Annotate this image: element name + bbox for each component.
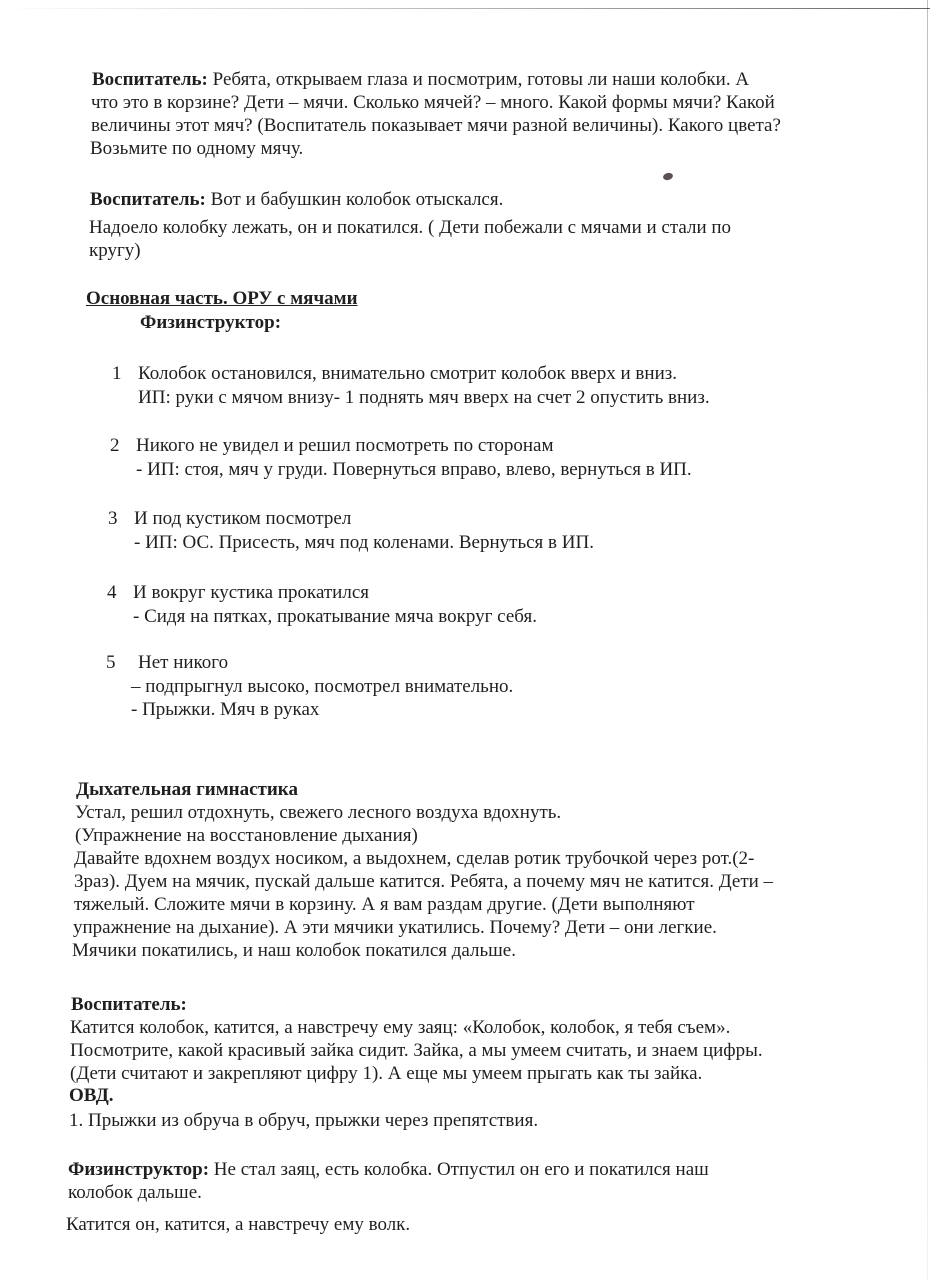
p3-line-1: Катится колобок, катится, а навстречу ему заяц: «Колобок, колобок, я тебя съем». xyxy=(70,1017,731,1038)
p4-line-1: Физинструктор: Не стал заяц, есть колобка. Отпустил он его и покатился наш xyxy=(68,1159,709,1180)
breathing-line-4: 3раз). Дуем на мячик, пускай дальше катится. Ребята, а почему мяч не катится. Дети – xyxy=(74,871,774,892)
p4-line-3: Катится он, катится, а навстречу ему волк. xyxy=(66,1214,411,1235)
exercise-1-detail: ИП: руки с мячом внизу- 1 поднять мяч вверх на счет 2 опустить вниз. xyxy=(138,387,710,408)
breathing-title: Дыхательная гимнастика xyxy=(76,779,298,800)
exercise-2-detail: - ИП: стоя, мяч у груди. Повернуться вправо, влево, вернуться в ИП. xyxy=(136,459,692,480)
ovd-line: 1. Прыжки из обруча в обруч, прыжки через препятствия. xyxy=(69,1110,539,1131)
breathing-line-3: Давайте вдохнем воздух носиком, а выдохнем, сделав ротик трубочкой через рот.(2- xyxy=(74,848,755,869)
exercise-2-number: 2 xyxy=(110,435,120,456)
breathing-line-2: (Упражнение на восстановление дыхания) xyxy=(75,825,418,846)
exercise-3-number: 3 xyxy=(108,508,118,529)
p2-line-2: Надоело колобку лежать, он и покатился. ( Дети побежали с мячами и стали по xyxy=(89,217,732,238)
p1-line-4: Возьмите по одному мячу. xyxy=(90,138,304,159)
p4-line-2: колобок дальше. xyxy=(68,1182,202,1203)
exercise-4-title: И вокруг кустика прокатился xyxy=(133,582,370,603)
exercise-2-title: Никого не увидел и решил посмотреть по сторонам xyxy=(136,435,554,456)
ink-speck xyxy=(662,172,673,181)
exercise-5-number: 5 xyxy=(106,652,116,673)
p1-line-3: величины этот мяч? (Воспитатель показывает мячи разной величины). Какого цвета? xyxy=(91,115,781,136)
section-title: Основная часть. ОРУ с мячами xyxy=(86,288,358,309)
exercise-3-detail: - ИП: ОС. Присесть, мяч под коленами. Вернуться в ИП. xyxy=(134,532,594,553)
p4-speaker-label: Физинструктор: xyxy=(68,1159,210,1180)
p3-line-2: Посмотрите, какой красивый зайка сидит. Зайка, а мы умеем считать, и знаем цифры. xyxy=(70,1040,763,1061)
p2-line-3: кругу) xyxy=(89,240,141,261)
p3-line-3: (Дети считают и закрепляют цифру 1). А еще мы умеем прыгать как ты зайка. xyxy=(70,1063,703,1084)
p3-speaker-label: Воспитатель: xyxy=(71,994,187,1015)
exercise-1-number: 1 xyxy=(112,363,122,384)
section-subtitle: Физинструктор: xyxy=(140,312,282,333)
p1-line-1: Воспитатель: Ребята, открываем глаза и посмотрим, готовы ли наши колобки. А xyxy=(92,69,750,90)
p1-line-2: что это в корзине? Дети – мячи. Сколько мячей? – много. Какой формы мячи? Какой xyxy=(91,92,775,113)
breathing-line-1: Устал, решил отдохнуть, свежего лесного воздуха вдохнуть. xyxy=(75,802,562,823)
exercise-4-number: 4 xyxy=(107,582,117,603)
breathing-line-5: тяжелый. Сложите мячи в корзину. А я вам раздам другие. (Дети выполняют xyxy=(74,894,695,915)
p2-speaker-label: Воспитатель: xyxy=(90,189,206,210)
page-right-edge xyxy=(927,0,928,1280)
breathing-line-6: упражнение на дыхание). А эти мячики укатились. Почему? Дети – они легкие. xyxy=(73,917,717,938)
p2-line-1: Воспитатель: Вот и бабушкин колобок отыскался. xyxy=(90,189,504,210)
ovd-title: ОВД. xyxy=(69,1085,114,1106)
exercise-3-title: И под кустиком посмотрел xyxy=(134,508,352,529)
exercise-5-detail-2: - Прыжки. Мяч в руках xyxy=(131,699,320,720)
exercise-5-detail-1: – подпрыгнул высоко, посмотрел внимательно. xyxy=(131,676,514,697)
exercise-4-detail: - Сидя на пятках, прокатывание мяча вокруг себя. xyxy=(133,606,537,627)
exercise-5-title: Нет никого xyxy=(138,652,229,673)
p1-speaker-label: Воспитатель: xyxy=(92,69,208,90)
breathing-line-7: Мячики покатились, и наш колобок покатился дальше. xyxy=(72,940,516,961)
page-top-edge xyxy=(0,8,930,9)
exercise-1-title: Колобок остановился, внимательно смотрит колобок вверх и вниз. xyxy=(138,363,677,384)
